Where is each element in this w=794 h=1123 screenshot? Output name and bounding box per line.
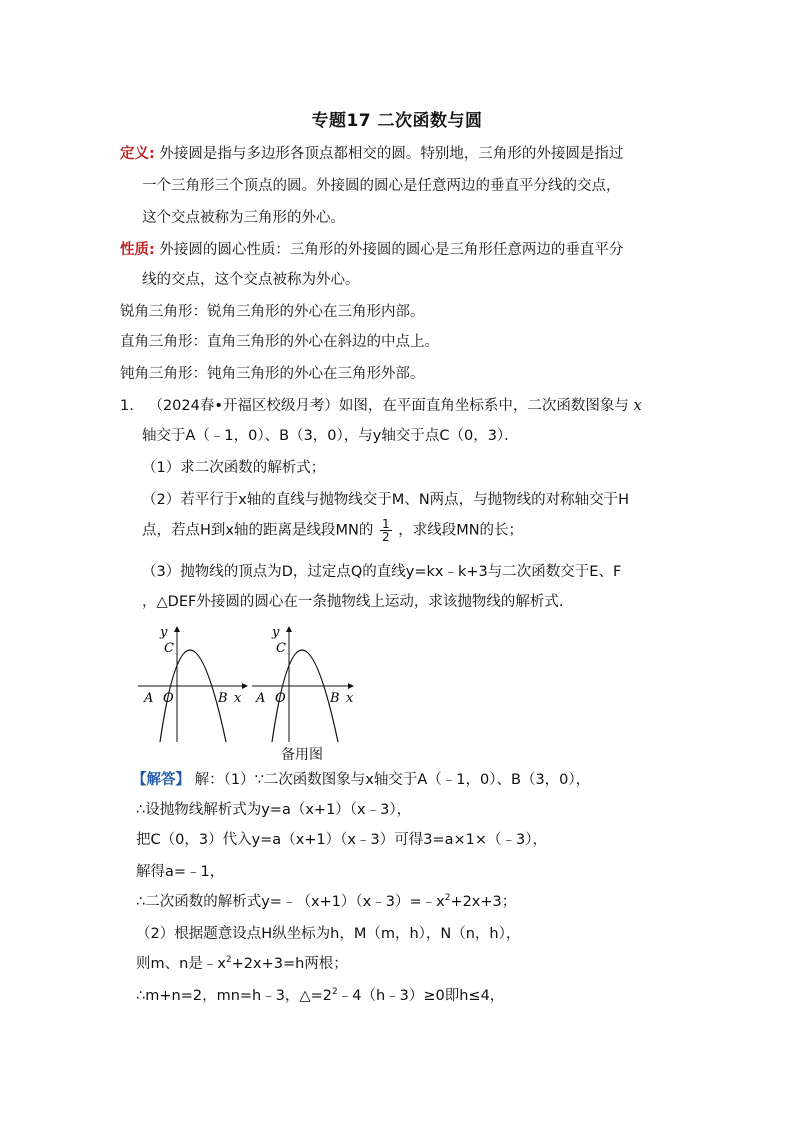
figure-1 [138,625,248,742]
problem-number: 1. [120,398,134,414]
answer-line-5a: ∴二次函数的解析式y=﹣（x+1）（x﹣3）=﹣x [136,894,445,910]
problem-part-3a: （3）抛物线的顶点为D，过定点Q的直线y=kx﹣k+3与二次函数交于E、F [142,564,622,580]
definition-line-2: 一个三角形三个顶点的圆。外接圆的圆心是任意两边的垂直平分线的交点， [142,178,621,194]
problem-part-3b: ，△DEF外接圆的圆心在一条抛物线上运动，求该抛物线的解析式. [142,594,564,610]
figure-1-x-arrow [242,683,248,689]
definition-label: 定义: [120,146,155,162]
answer-line-8a: ∴m+n=2，mn=h﹣3，△=2 [136,988,332,1004]
answer-label: 【解答】 [132,772,190,788]
case-right: 直角三角形：直角三角形的外心在斜边的中点上。 [120,334,439,350]
figure-2-x-arrow [348,683,354,689]
answer-line-8-exponent: 2 [331,987,338,998]
figure-1-label-y: y [160,625,168,640]
fraction-denominator: 2 [381,530,390,544]
figure-1-label-O: O [163,691,174,706]
figure-2-label-O: O [275,691,286,706]
problem-x-var: x [633,398,642,414]
case-acute: 锐角三角形：锐角三角形的外心在三角形内部。 [120,304,425,320]
figure-2 [252,625,354,742]
figure-2-label-B: B [330,691,340,706]
answer-line-8b: ﹣4（h﹣3）≥0即h≤4， [337,988,505,1004]
answer-line-5b: +2x+3； [450,894,517,910]
problem-part-2a: （2）若平行于x轴的直线与抛物线交于M、N两点，与抛物线的对称轴交于H [142,492,630,508]
answer-line-2: ∴设抛物线解析式为y=a（x+1）（x﹣3）， [136,802,412,818]
figure-1-label-x: x [234,691,242,706]
figure-2-label-C: C [276,641,286,656]
answer-text-1: 解：（1）∵二次函数图象与x轴交于A（﹣1，0）、B（3，0）， [194,772,591,788]
figure-2-y-arrow [286,626,292,632]
answer-line-5-exponent: 2 [444,893,451,904]
answer-line-7 [136,954,348,974]
fraction-numerator: 1 [381,517,390,531]
answer-line-6: （2）根据题意设点H纵坐标为h，M（m，h），N（n，h）， [136,926,521,942]
figure-1-y-arrow [174,626,180,632]
problem-line-2: 轴交于A（﹣1，0）、B（3，0），与y轴交于点C（0，3）． [142,428,519,444]
problem-intro: （2024春•开福区校级月考）如图，在平面直角坐标系中，二次函数图象与 [148,398,629,414]
answer-line-7a: 则m、n是﹣x [136,956,226,972]
definition-line-1 [120,144,623,164]
figure-caption: 备用图 [281,747,323,763]
page-title: 专题17 二次函数与圆 [311,111,483,131]
answer-line-5 [136,892,516,912]
figure-2-label-y: y [272,625,280,640]
figure-1-label-B: B [218,691,228,706]
problem-part-2b [142,518,523,543]
property-line-1 [120,240,623,260]
problem-line-1 [120,396,642,416]
problem-part-2b-pre: 点，若点H到x轴的距离是线段MN的 [142,522,374,539]
answer-line-3: 把C（0，3）代入y=a（x+1）（x﹣3）可得3=a×1×（﹣3）， [136,832,547,848]
figure-1-label-C: C [164,641,174,656]
figure-2-label-A: A [256,691,266,706]
property-label: 性质: [120,242,155,258]
property-line-2: 线的交点，这个交点被称为外心。 [142,272,360,288]
answer-line-1 [132,770,590,790]
problem-part-2b-post: ，求线段MN的长； [398,522,524,539]
half-fraction [380,518,392,543]
definition-line-3: 这个交点被称为三角形的外心。 [142,210,345,226]
definition-text-1: 外接圆是指与多边形各顶点都相交的圆。特别地，三角形的外接圆是指过 [159,146,624,162]
answer-line-7b: +2x+3=h两根； [231,956,348,972]
answer-line-4: 解得a=﹣1， [136,864,225,880]
case-obtuse: 钝角三角形：钝角三角形的外心在三角形外部。 [120,366,425,382]
property-text-1: 外接圆的圆心性质：三角形的外接圆的圆心是三角形任意两边的垂直平分 [159,242,624,258]
parabola-figures [130,618,370,746]
answer-line-7-exponent: 2 [225,955,232,966]
figure-1-label-A: A [144,691,154,706]
problem-part-1: （1）求二次函数的解析式； [142,460,326,476]
figure-2-label-x: x [346,691,354,706]
answer-line-8 [136,986,504,1006]
